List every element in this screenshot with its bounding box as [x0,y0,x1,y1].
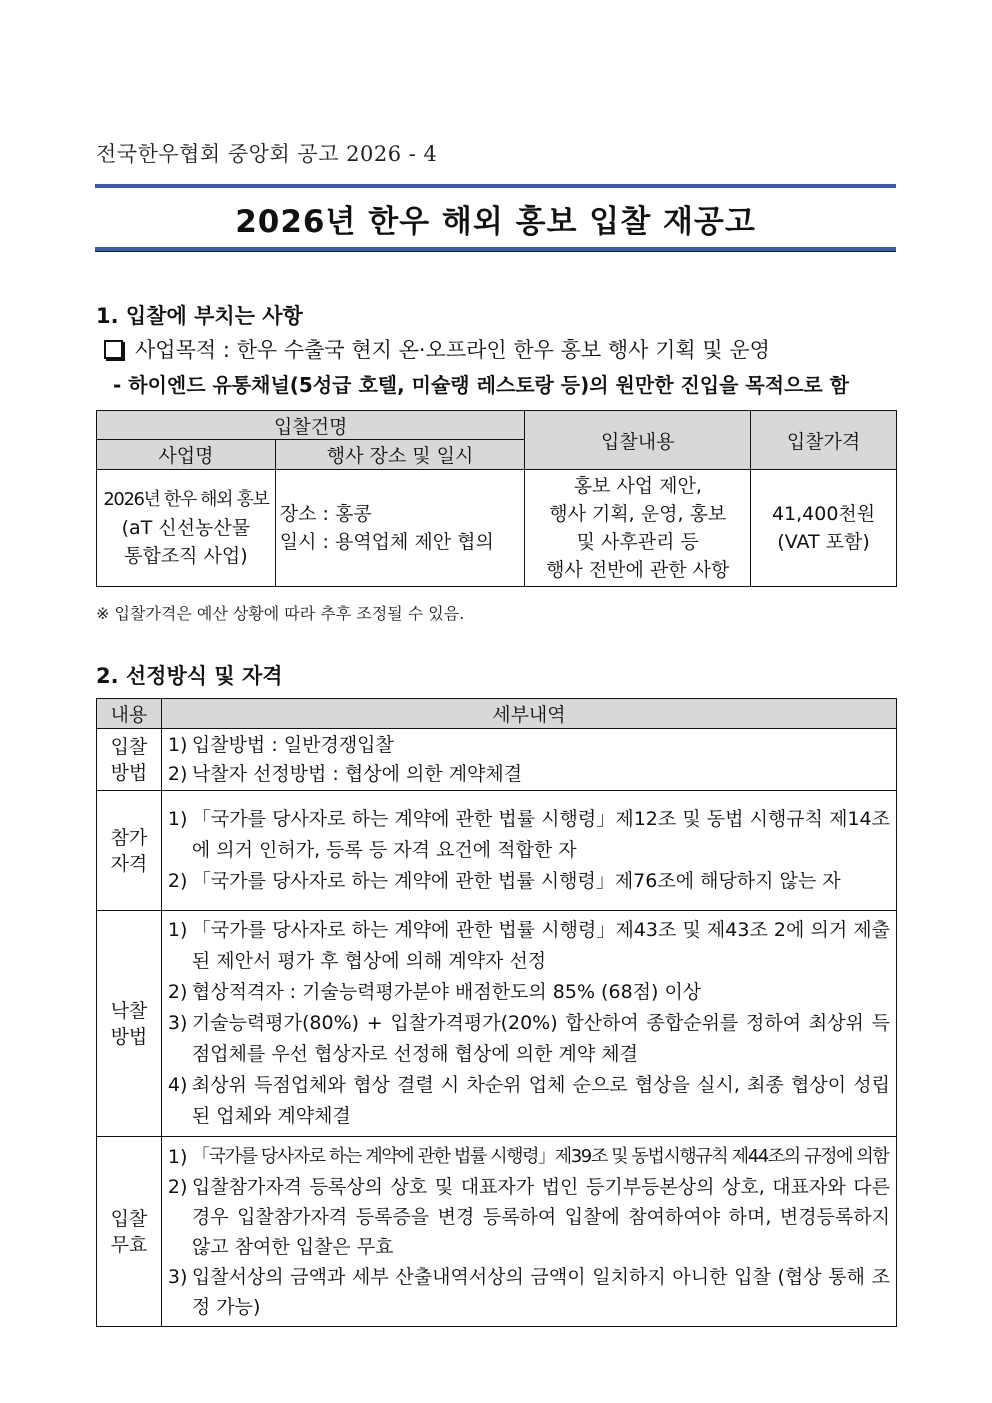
category-cell [97,729,162,791]
price-line: 41,400천원 [771,503,876,525]
col-place-header: 행사 장소 및 일시 [275,440,525,470]
item-number: 1) [167,919,188,941]
col-content-header: 입찰내용 [525,411,751,470]
item-text: 입찰참가자격 등록상의 상호 및 대표자가 법인 등기부등본상의 상호, 대표자와 다른 경우 입찰참가자격 등록증을 변경 등록하여 입찰에 참여하여야 하며, 변경등록하지 않고 참여한 입찰은 무효 [191,1175,890,1258]
notice-number: 전국한우협회 중앙회 공고 2026 - 4 [96,142,438,166]
list-item [168,1262,890,1322]
category-line: 자격 [110,852,148,875]
col-category-header: 내용 [97,699,162,729]
category-line: 참가 [110,826,148,849]
list-item [168,1008,890,1070]
list-item [168,977,890,1008]
list-item [168,804,890,866]
detail-cell [161,911,896,1137]
content-line: 홍보 사업 제안, [573,475,702,497]
item-number: 2) [167,981,188,1003]
detail-cell [161,791,896,911]
item-text: 낙찰자 선정방법 : 협상에 의한 계약체결 [191,762,523,785]
bid-summary-table [96,410,897,587]
list-item [168,915,890,977]
title-rule-thin [95,251,896,252]
item-number: 2) [167,1175,188,1198]
bid-price-cell [751,470,897,587]
project-name-line: (aT 신선농산물 [121,517,251,539]
table-row [97,791,897,911]
list-item [168,760,890,789]
category-line: 무효 [110,1233,148,1256]
col-detail-header: 세부내역 [161,699,896,729]
place-line: 장소 : 홍콩 [279,503,372,525]
list-item [168,1142,890,1172]
list-item [168,866,890,897]
purpose-sub-text: - 하이엔드 유통채널(5성급 호텔, 미슐랭 레스토랑 등)의 원만한 진입을 목적으로 함 [113,373,849,397]
content-line: 행사 기획, 운영, 홍보 [549,503,727,525]
category-line: 방법 [110,761,148,784]
item-number: 3) [167,1012,188,1034]
title-rule-top [95,184,896,188]
list-item [168,731,890,760]
purpose-line [104,334,770,364]
item-text: 「국가를 당사자로 하는 계약에 관한 법률 시행령」제39조 및 동법시행규칙 제44조의 규정에 의함 [191,1145,889,1167]
project-name-line: 통합조직 사업) [124,545,248,567]
item-text: 입찰서상의 금액과 세부 산출내역서상의 금액이 일치하지 아니한 입찰 (협상 통해 조정 가능) [191,1265,890,1318]
price-line: (VAT 포함) [777,531,870,553]
category-cell [97,911,162,1137]
section1-heading: 1. 입찰에 부치는 사항 [96,304,303,328]
col-group-header: 입찰건명 [97,411,525,440]
list-item [168,1172,890,1262]
item-text: 최상위 득점업체와 협상 결렬 시 차순위 업체 순으로 협상을 실시, 최종 협상이 성립된 업체와 계약체결 [191,1074,890,1127]
item-number: 3) [167,1265,188,1288]
detail-cell [161,729,896,791]
item-text: 기술능력평가(80%) + 입찰가격평가(20%) 합산하여 종합순위를 정하여 최상위 득점업체를 우선 협상자로 선정해 협상에 의한 계약 체결 [191,1012,890,1065]
purpose-text: 사업목적 : 한우 수출국 현지 온·오프라인 한우 홍보 행사 기획 및 운영 [135,338,770,362]
list-item [168,1070,890,1132]
item-text: 「국가를 당사자로 하는 계약에 관한 법률 시행령」제76조에 해당하지 않는 자 [191,870,841,892]
item-number: 1) [167,1145,188,1168]
category-line: 낙찰 [110,999,148,1022]
selection-criteria-table [96,698,897,1327]
section2-heading: 2. 선정방식 및 자격 [96,664,283,688]
table-row [97,729,897,791]
category-cell [97,791,162,911]
item-number: 1) [167,808,188,830]
item-number: 2) [167,870,188,892]
detail-cell [161,1137,896,1327]
project-name-line: 2026년 한우 해외 홍보 [103,489,269,510]
table-row [97,911,897,1137]
item-number: 2) [167,762,188,785]
project-name-cell [97,470,276,587]
item-number: 1) [167,733,188,756]
item-text: 「국가를 당사자로 하는 계약에 관한 법률 시행령」제12조 및 동법 시행규칙 제14조에 의거 인허가, 등록 등 자격 요건에 적합한 자 [191,808,890,861]
bid-content-cell [525,470,751,587]
category-line: 입찰 [110,1207,148,1230]
content-line: 및 사후관리 등 [576,531,699,553]
item-text: 입찰방법 : 일반경쟁입찰 [191,733,394,756]
category-cell [97,1137,162,1327]
place-date-cell [275,470,525,587]
table-row [97,1137,897,1327]
category-line: 방법 [110,1025,148,1048]
item-text: 「국가를 당사자로 하는 계약에 관한 법률 시행령」제43조 및 제43조 2에 의거 제출된 제안서 평가 후 협상에 의해 계약자 선정 [191,919,890,972]
date-line: 일시 : 용역업체 제안 협의 [279,531,494,553]
content-line: 행사 전반에 관한 사항 [546,559,730,581]
item-number: 4) [167,1074,188,1096]
col-name-header: 사업명 [97,440,276,470]
checkbox-icon [104,340,123,359]
page-title: 2026년 한우 해외 홍보 입찰 재공고 [235,204,756,240]
item-text: 협상적격자 : 기술능력평가분야 배점한도의 85% (68점) 이상 [191,981,702,1003]
category-line: 입찰 [110,735,148,758]
col-price-header: 입찰가격 [751,411,897,470]
price-remark: ※ 입찰가격은 예산 상황에 따라 추후 조정될 수 있음. [96,604,465,623]
table-row [97,470,897,587]
